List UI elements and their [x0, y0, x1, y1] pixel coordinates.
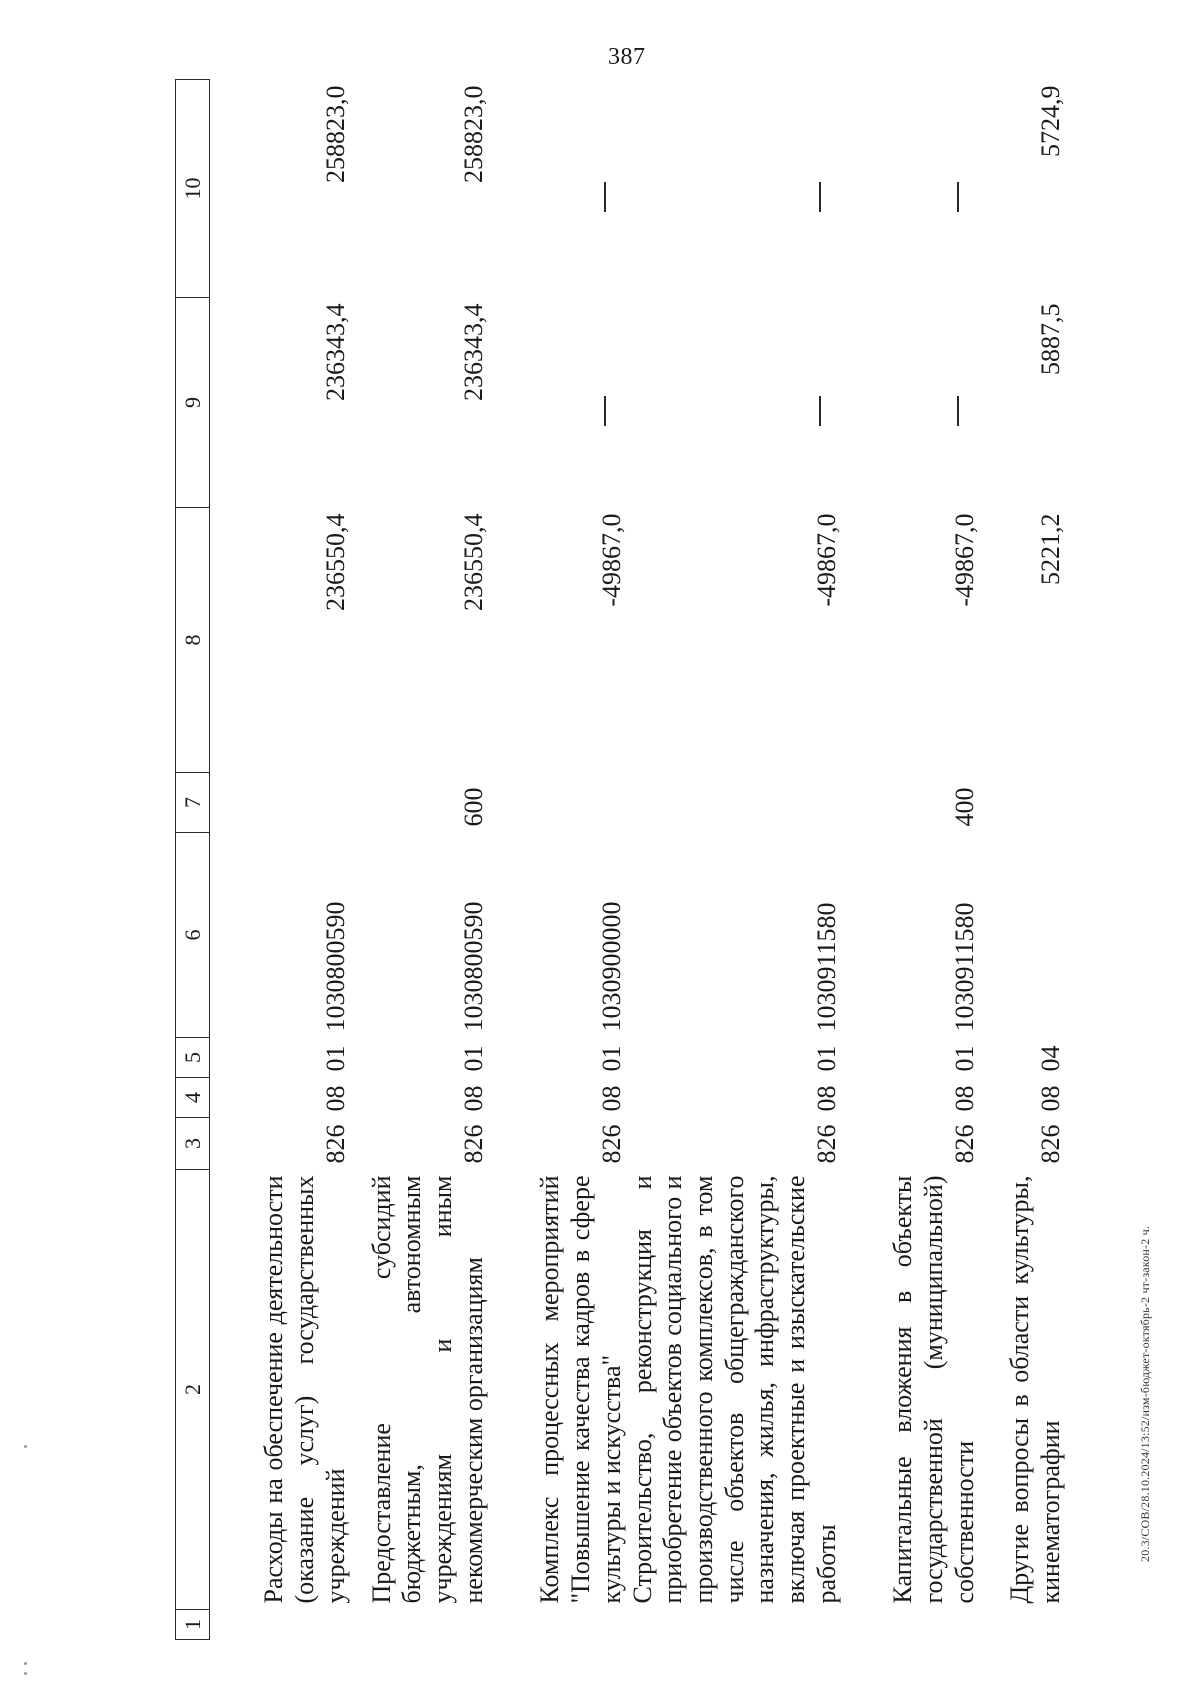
- row-index-cell: [210, 1610, 352, 1640]
- ministry-code: 826: [596, 1124, 626, 1164]
- table-row: [210, 80, 352, 1640]
- amount-col-8: -49867,0: [949, 513, 979, 607]
- dash-mark: [957, 397, 959, 427]
- expense-type-code: 400: [949, 787, 979, 827]
- expense-type-code: 600: [458, 787, 488, 827]
- table-header: [176, 80, 210, 1640]
- ministry-code: 826: [320, 1124, 350, 1164]
- row-index-cell: [628, 1610, 843, 1640]
- header-col-8: 8: [176, 508, 210, 773]
- dash-mark: [819, 397, 821, 427]
- amount-col-8: 5221,2: [1035, 513, 1065, 585]
- amount-col-8: -49867,0: [811, 513, 841, 607]
- subsection-code: 01: [320, 1045, 350, 1072]
- header-col-2: 2: [176, 1170, 210, 1610]
- subsection-code: 01: [596, 1045, 626, 1072]
- ministry-code: 826: [1035, 1124, 1065, 1164]
- amount-col-10-dash: [628, 80, 843, 298]
- amount-col-10: 258823,0: [458, 85, 488, 183]
- expense-name: Строительство, реконструкция и приобретение объектов социального и производственного комплексов, в том числе объектов общегражданского назначения, жилья, инфраструктуры, включая проектные и изыскательские работы: [627, 1175, 841, 1604]
- amount-col-8: 236550,4: [458, 513, 488, 611]
- scan-speck: [24, 1672, 27, 1675]
- amount-col-9-dash: [842, 298, 980, 508]
- subsection-code: 04: [1035, 1045, 1065, 1072]
- table-row: [628, 80, 843, 1640]
- table-body: [210, 80, 1067, 1640]
- subsection-code: 01: [811, 1045, 841, 1072]
- expense-type-code: [980, 773, 1066, 833]
- table-row: [842, 80, 980, 1640]
- subsection-code: 01: [949, 1045, 979, 1072]
- table-row: [352, 80, 490, 1640]
- scan-speck: [24, 1445, 27, 1448]
- target-article-code: 1030911580: [811, 902, 841, 1032]
- dash-mark: [604, 397, 606, 427]
- section-code: 08: [949, 1085, 979, 1112]
- amount-col-10-dash: [842, 80, 980, 298]
- expense-type-code: [490, 773, 628, 833]
- header-col-9: 9: [176, 298, 210, 508]
- target-article-code: 1030900000: [596, 901, 626, 1032]
- expense-name: Расходы на обеспечение деятельности (оказание услуг) государственных учреждений: [259, 1175, 350, 1604]
- target-article-code: [980, 833, 1066, 1038]
- amount-col-10: 258823,0: [320, 85, 350, 183]
- amount-col-9: 236343,4: [458, 303, 488, 401]
- table-row: [980, 80, 1066, 1640]
- expense-name: Предоставление субсидий бюджетным, автономным учреждениям и иным некоммерческим организациям: [366, 1175, 488, 1604]
- header-col-1: 1: [176, 1610, 210, 1640]
- row-index-cell: [842, 1610, 980, 1640]
- header-col-6: 6: [176, 833, 210, 1038]
- scan-speck: [24, 1662, 27, 1665]
- row-index-cell: [352, 1610, 490, 1640]
- ministry-code: 826: [458, 1124, 488, 1164]
- header-col-4: 4: [176, 1078, 210, 1118]
- row-index-cell: [490, 1610, 628, 1640]
- expense-name: Комплекс процессных мероприятий "Повышение качества кадров в сфере культуры и искусства": [535, 1175, 626, 1604]
- target-article-code: 1030800590: [458, 901, 488, 1032]
- page-number: 387: [608, 44, 646, 70]
- expense-type-code: [210, 773, 352, 833]
- expense-type-code: [628, 773, 843, 833]
- target-article-code: 1030800590: [320, 901, 350, 1032]
- dash-mark: [604, 183, 606, 213]
- ministry-code: 826: [811, 1124, 841, 1164]
- amount-col-9: 5887,5: [1035, 303, 1065, 375]
- section-code: 08: [811, 1085, 841, 1112]
- section-code: 08: [320, 1085, 350, 1112]
- document-footer-note: 20.3/СОВ/28.10.2024/13:52/изм-бюджет-октябрь-2 чт-закон-2 ч.: [1138, 1225, 1152, 1562]
- expense-name: Капитальные вложения в объекты государственной (муниципальной) собственности: [888, 1175, 979, 1604]
- header-col-5: 5: [176, 1038, 210, 1078]
- subsection-code: 01: [458, 1045, 488, 1072]
- amount-col-8: 236550,4: [320, 513, 350, 611]
- amount-col-10-dash: [490, 80, 628, 298]
- section-code: 08: [1035, 1085, 1065, 1112]
- table-row: [490, 80, 628, 1640]
- row-index-cell: [980, 1610, 1066, 1640]
- amount-col-9: 236343,4: [320, 303, 350, 401]
- ministry-code: 826: [949, 1124, 979, 1164]
- header-col-10: 10: [176, 80, 210, 298]
- header-row: [176, 80, 210, 1640]
- target-article-code: 1030911580: [949, 902, 979, 1032]
- header-col-3: 3: [176, 1118, 210, 1170]
- expense-name: Другие вопросы в области культуры, кинематографии: [1004, 1175, 1065, 1604]
- amount-col-9-dash: [490, 298, 628, 508]
- amount-col-8: -49867,0: [596, 513, 626, 607]
- amount-col-9-dash: [628, 298, 843, 508]
- section-code: 08: [596, 1085, 626, 1112]
- budget-table: [175, 79, 1066, 1640]
- dash-mark: [819, 183, 821, 213]
- budget-table-rotated: [175, 80, 1175, 1640]
- section-code: 08: [458, 1085, 488, 1112]
- dash-mark: [957, 183, 959, 213]
- amount-col-10: 5724,9: [1035, 85, 1065, 157]
- header-col-7: 7: [176, 773, 210, 833]
